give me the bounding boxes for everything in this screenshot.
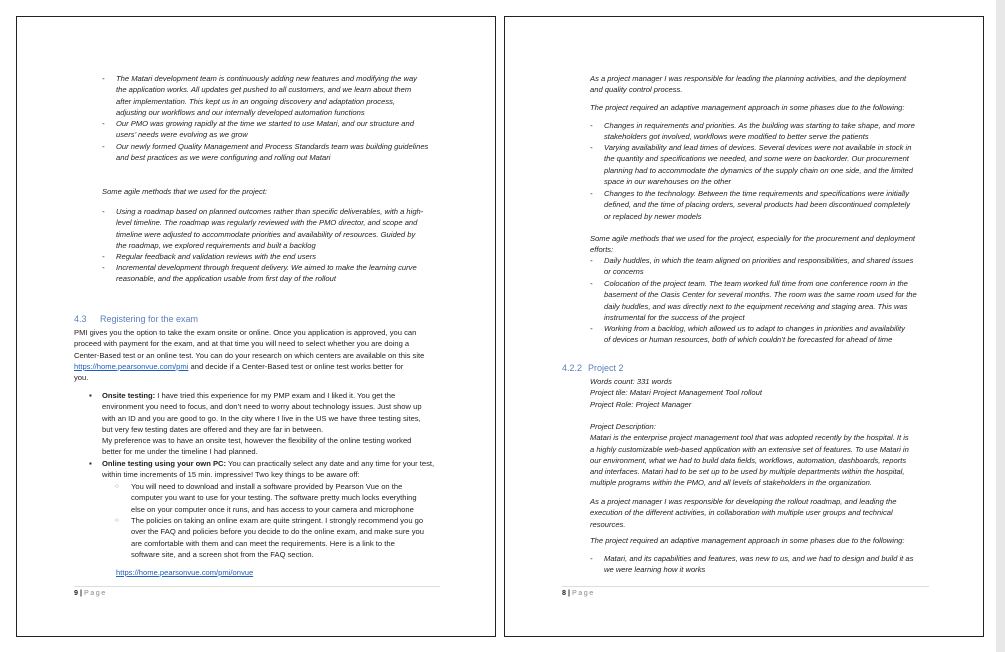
- text-line: stakeholders got involved, workflows were modified to better serve the patients: [604, 132, 869, 142]
- paragraph: [590, 233, 915, 256]
- page-label: Page: [572, 588, 595, 597]
- list-item: [590, 323, 905, 346]
- onsite-text: [102, 401, 422, 457]
- registration-paragraph: [74, 327, 424, 383]
- text-line: As a project manager I was responsible for leading the planning activities, and the deployment: [590, 74, 907, 83]
- list-item: [590, 120, 915, 143]
- list-item-onsite: [89, 390, 422, 458]
- text-line: Project Description:: [590, 422, 656, 431]
- list-item-text: [604, 278, 917, 323]
- text: I have tried this experience for my PMP exam and I liked it. You get the: [155, 391, 396, 400]
- separator: |: [566, 588, 573, 597]
- text-line: As a project manager I was responsible for developing the rollout roadmap, and leading the: [590, 497, 897, 506]
- project-description: [590, 421, 909, 489]
- section-heading: [562, 363, 624, 373]
- text-line: execution of the different activities, in collaboration with multiple user groups and technical: [590, 508, 893, 518]
- circle-bullet-icon: ○: [115, 483, 119, 490]
- text-line: Changes in requirements and priorities. As the building was starting to take shape, and more: [604, 121, 915, 130]
- bullet-icon: ▪: [89, 391, 92, 400]
- footer-rule: [562, 586, 929, 587]
- page-footer: [562, 588, 595, 597]
- dash-bullet-icon: -: [102, 142, 105, 151]
- text-line: proceed with payment for the exam, and at that time you will need to select whether you are doing a: [74, 339, 410, 349]
- dash-bullet-icon: -: [590, 279, 593, 288]
- page-number: 8: [562, 588, 566, 597]
- text-line: You will need to download and install a software provided by Pearson Vue on the: [131, 482, 403, 491]
- list-item: [590, 278, 917, 323]
- text-line: of devices or human resources, both of which couldn’t be forecasted for ahead of time: [604, 335, 893, 345]
- list-item: [590, 255, 913, 278]
- text-line: with an ID and you are good to go. In the city where I live in the US we have three testing sites,: [102, 413, 421, 423]
- dash-bullet-icon: -: [102, 252, 105, 261]
- dash-bullet-icon: -: [102, 74, 105, 83]
- heading-number: 4.2.2: [562, 363, 583, 373]
- page-label: Page: [84, 588, 107, 597]
- text-line: and best practices as we were configuring and rolling out Matari: [116, 153, 331, 163]
- list-item: [590, 188, 910, 222]
- list-item-text: [116, 251, 316, 262]
- text-line: Project Role: Project Manager: [590, 399, 692, 409]
- text-line: and quality control process.: [590, 85, 683, 95]
- text-line: The Matari development team is continuously adding new features and modifying the way: [116, 74, 417, 83]
- text-line: the application works. All updates get pushed to all customers, and we learn about them: [116, 85, 412, 95]
- list-item-text: [131, 481, 417, 515]
- text-line: Regular feedback and validation reviews with the end users: [116, 252, 317, 261]
- project-meta: [590, 376, 762, 410]
- heading-title: Project 2: [588, 363, 624, 373]
- list-item-online: [89, 458, 434, 481]
- text-line: Words count: 331 words: [590, 377, 672, 386]
- text-line: multiple programs within the PMO, and all levels of stakeholders in the organization.: [590, 478, 872, 488]
- text-line: Our PMO was growing rapidly at the time we started to use Matari, and our structure and: [116, 119, 414, 128]
- pearsonvue-pmi-link[interactable]: https://home.pearsonvue.com/pmi: [74, 361, 189, 371]
- online-label: Online testing using your own PC:: [102, 459, 227, 468]
- footer-rule: [74, 586, 440, 587]
- list-item: [102, 262, 417, 285]
- text-line: efforts:: [590, 245, 614, 255]
- text-line: The policies on taking an online exam are quite stringent. I strongly recommend you go: [131, 516, 424, 525]
- text-line: instrumental for the success of the project: [604, 312, 745, 322]
- list-item-text: [604, 142, 913, 187]
- text-line: space in our warehouses on the other: [604, 176, 732, 186]
- list-item-text: [116, 73, 417, 118]
- list-item: [590, 142, 913, 187]
- paragraph: The project required an adaptive management approach in some phases due to the following:: [590, 103, 905, 112]
- text-line: a highly customizable web-based application with an extensive set of features. To use Matari in: [590, 444, 909, 454]
- dash-bullet-icon: -: [590, 143, 593, 152]
- text-line: within time increments of 15 min. impressive! Two key things to be aware off:: [102, 470, 360, 480]
- text-line: or concerns: [604, 267, 644, 277]
- list-item-text: [116, 262, 417, 285]
- list-item-text: [604, 120, 915, 143]
- text-line: Some agile methods that we used for the project, especially for the procurement and deployment: [590, 234, 916, 243]
- text-line: daily huddles, and was directly next to the equipment receiving and staging area. This was: [604, 301, 908, 311]
- text-line: My preference was to have an onsite test, however the flexibility of the online testing worked: [102, 436, 412, 446]
- list-item: [102, 251, 316, 262]
- text-line: Changes to the technology. Between the time requirements and specifications were initially: [604, 189, 910, 198]
- paragraph-lines: [74, 327, 424, 361]
- pearsonvue-onvue-link[interactable]: https://home.pearsonvue.com/pmi/onvue: [116, 568, 254, 577]
- paragraph: [590, 496, 896, 530]
- list-item-text: [131, 515, 424, 560]
- text-line: our environment, what we had to build data fields, workflows, automation, dashboards, reports: [590, 455, 907, 465]
- text-line: Our newly formed Quality Management and Process Standards team was building guidelines: [116, 142, 429, 151]
- list-item-text: [604, 255, 913, 278]
- dash-bullet-icon: -: [590, 256, 593, 265]
- text-line: Matari, and its capabilities and features, was new to us, and we had to design and build it as: [604, 554, 914, 563]
- list-item-text: [116, 118, 414, 141]
- text-line: after implementation. This kept us in an ongoing discovery and adaptation process,: [116, 96, 396, 106]
- online-text: [102, 469, 434, 480]
- text-line: Center-Based test or an online test. You can do your research on which centers are available on this site: [74, 350, 425, 360]
- text-line: are comfortable with them and can meet the requirements. Here is a link to the: [131, 538, 395, 548]
- text-line: defined, and the time of placing orders, several products had been discontinued completely: [604, 200, 911, 210]
- circle-bullet-icon: ○: [115, 517, 119, 524]
- document-page-9: [16, 16, 496, 637]
- list-item: [590, 553, 913, 576]
- paragraph: The project required an adaptive management approach in some phases due to the following:: [590, 536, 905, 545]
- page-number: 9: [74, 588, 78, 597]
- text-line: we were learning how it works: [604, 565, 706, 575]
- text-line: basement of the Oasis Center for several months. The room was the same room used for the: [604, 290, 917, 300]
- agile-intro: Some agile methods that we used for the project:: [102, 187, 268, 196]
- text-line: Varying availability and lead times of devices. Several devices were not available in stock in: [604, 143, 912, 152]
- text-line: over the FAQ and policies before you decide to do the online exam, and make sure you: [131, 527, 424, 537]
- text-line: Working from a backlog, which allowed us to adapt to changes in priorities and availability: [604, 324, 905, 333]
- sub-list-item: [115, 515, 424, 560]
- dash-bullet-icon: -: [102, 263, 105, 272]
- text-line: planning had to accommodate the dynamics of the supply chain on one side, and the limited: [604, 165, 914, 175]
- scrollbar[interactable]: [996, 0, 1005, 652]
- list-item: [102, 206, 423, 251]
- text-line: the roadmap, we explored requirements and built a backlog: [116, 240, 316, 250]
- list-item-text: [604, 323, 905, 346]
- section-heading: [74, 314, 198, 324]
- paragraph: [590, 73, 906, 96]
- text-line: Incremental development through frequent delivery. We aimed to make the learning curve: [116, 263, 417, 272]
- list-item-text: [604, 188, 910, 222]
- text-line: environment you need to focus, and don’t need to worry about technology issues. Just show up: [102, 402, 422, 412]
- page-footer: [74, 588, 107, 597]
- dash-bullet-icon: -: [590, 324, 593, 333]
- heading-title: Registering for the exam: [100, 314, 199, 324]
- text-line: the quantity and specifications we needed, and some were on backorder. Our procurement: [604, 154, 909, 164]
- text: You can practically select any date and any time for your test,: [226, 459, 435, 468]
- text-line: better for me under the timeline I had planned.: [102, 447, 258, 457]
- text: and decide if a Center-Based test or online test works better for: [188, 361, 404, 371]
- sub-list-item: [115, 481, 417, 515]
- text-line: timeline were adjusted to accommodate priorities and availability of resources. Guided by: [116, 229, 416, 239]
- text-line: Colocation of the project team. The team worked full time from one conference room in the: [604, 279, 908, 288]
- text-line: Project tile: Matari Project Management Tool rollout: [590, 388, 762, 398]
- text-line: and interfaces. Matari had to be set up to be used by multiple departments within the hospital,: [590, 467, 905, 477]
- text-line: users’ needs were evolving as we grow: [116, 130, 248, 140]
- text-line: Matari is the enterprise project management tool that was adopted recently by the hospital. It is: [590, 433, 909, 443]
- text-line: PMI gives you the option to take the exam onsite or online. Once you application is approved, you can: [74, 328, 417, 337]
- dash-bullet-icon: -: [102, 207, 105, 216]
- text: you.: [74, 373, 89, 383]
- text-line: reasonable, and the application usable from first day of the rollout: [116, 274, 336, 284]
- list-item-text: [116, 206, 423, 251]
- text-line: Using a roadmap based on planned outcomes rather than specific deliverables, with a high-: [116, 207, 424, 216]
- text-line: computer you want to use for your testing. The software pretty much locks everything: [131, 493, 417, 503]
- text-line: but very few testing dates are offered and they are far in between.: [102, 424, 324, 434]
- heading-number: 4.3: [74, 314, 87, 324]
- document-page-8: [504, 16, 984, 637]
- bullet-icon: ▪: [89, 459, 92, 468]
- text-line: resources.: [590, 519, 626, 529]
- onsite-label: Onsite testing:: [102, 391, 156, 400]
- list-item: [102, 118, 414, 141]
- dash-bullet-icon: -: [590, 189, 593, 198]
- text-line: level timeline. The roadmap was regularly reviewed with the PMO director, and scope and: [116, 218, 418, 228]
- dash-bullet-icon: -: [590, 554, 593, 563]
- separator: |: [78, 588, 85, 597]
- text-line: software site, and a screen shot from the FAQ section.: [131, 549, 314, 559]
- text-line: Daily huddles, in which the team aligned on priorities and responsibilities, and shared issues: [604, 256, 914, 265]
- text-line: else on your computer once it runs, and has access to your camera and microphone: [131, 504, 414, 514]
- dash-bullet-icon: -: [102, 119, 105, 128]
- list-item: [102, 73, 417, 118]
- dash-bullet-icon: -: [590, 121, 593, 130]
- text-line: adjusting our workflows and our internally developed automation functions: [116, 107, 365, 117]
- list-item-text: [116, 141, 428, 164]
- list-item: [102, 141, 428, 164]
- text-line: or replaced by newer models: [604, 211, 702, 221]
- list-item-text: [604, 553, 913, 576]
